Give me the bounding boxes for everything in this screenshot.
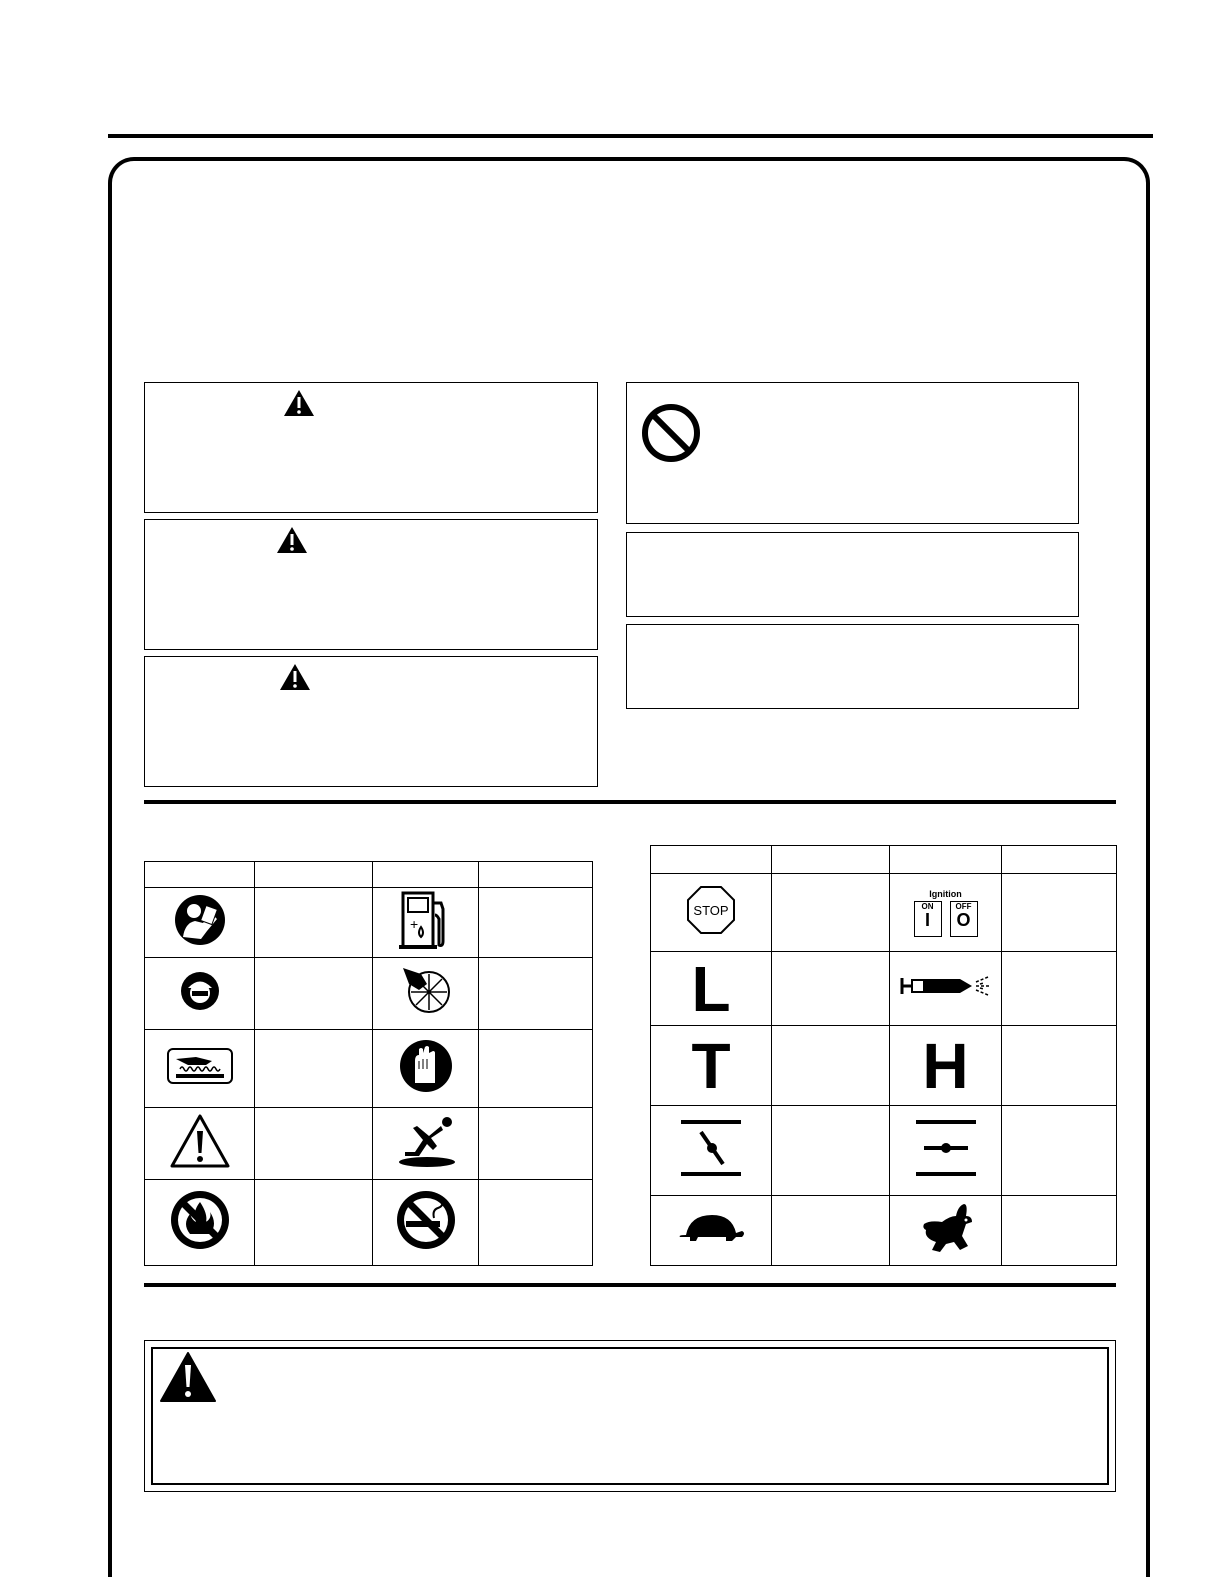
head-protection-icon	[180, 971, 220, 1011]
description-cell	[479, 1180, 593, 1266]
header-cell	[145, 862, 255, 888]
description-cell	[1002, 1196, 1117, 1266]
symbol-cell	[651, 1196, 772, 1266]
symbol-cell	[373, 1180, 479, 1266]
symbol-cell	[145, 1030, 255, 1108]
slip-hazard-icon	[393, 1112, 459, 1170]
warning-box	[151, 1347, 1109, 1485]
symbols-table-right	[650, 845, 1117, 1266]
symbol-cell	[373, 888, 479, 958]
notice-box-3	[626, 624, 1079, 709]
description-cell	[1002, 952, 1117, 1026]
notice-box-2	[626, 532, 1079, 617]
ignition-switch-icon	[914, 889, 978, 937]
description-cell	[1002, 874, 1117, 952]
signal-box-2	[144, 519, 598, 650]
description-cell	[255, 1108, 373, 1180]
choke-open-icon	[914, 1116, 978, 1180]
injection-icon	[900, 974, 992, 998]
symbol-cell	[373, 1030, 479, 1108]
header-cell	[479, 862, 593, 888]
choke-closed-icon	[679, 1116, 743, 1180]
caution-triangle-icon	[169, 1113, 231, 1169]
description-cell	[255, 1180, 373, 1266]
ignition-title: Ignition	[929, 888, 962, 899]
header-cell	[890, 846, 1002, 874]
section-rule-2	[144, 1283, 1116, 1287]
letter-t-icon: T	[691, 1029, 731, 1102]
fuel-pump-icon	[395, 889, 457, 951]
rotating-blade-hand-icon	[397, 962, 455, 1020]
section-rule-1	[144, 800, 1116, 804]
symbol-cell	[890, 1106, 1002, 1196]
warning-triangle-icon	[276, 526, 308, 554]
read-manual-icon	[173, 893, 227, 947]
symbol-cell	[890, 952, 1002, 1026]
symbol-cell	[145, 1108, 255, 1180]
svg-text:+: +	[409, 916, 418, 932]
description-cell	[772, 1196, 890, 1266]
wear-gloves-icon	[399, 1039, 453, 1093]
description-cell	[772, 1026, 890, 1106]
header-cell	[1002, 846, 1117, 874]
symbol-cell	[651, 874, 772, 952]
rabbit-fast-icon	[916, 1202, 976, 1254]
turtle-slow-icon	[676, 1211, 746, 1245]
description-cell	[255, 958, 373, 1030]
warning-triangle-icon	[159, 1351, 217, 1403]
description-cell	[255, 888, 373, 958]
symbol-cell	[890, 1026, 1002, 1106]
description-cell	[479, 1030, 593, 1108]
symbol-cell	[651, 952, 772, 1026]
symbol-cell	[145, 888, 255, 958]
signal-box-3	[144, 656, 598, 787]
ignition-on-glyph: I	[924, 909, 930, 930]
symbol-cell	[373, 958, 479, 1030]
hot-surface-icon	[166, 1047, 234, 1085]
description-cell	[1002, 1106, 1117, 1196]
symbol-cell	[890, 874, 1002, 952]
header-cell	[255, 862, 373, 888]
no-smoking-icon	[394, 1188, 458, 1252]
symbol-cell	[145, 1180, 255, 1266]
ignition-off-label: OFF	[955, 901, 972, 911]
description-cell	[1002, 1026, 1117, 1106]
prohibition-icon	[641, 403, 701, 463]
header-cell	[772, 846, 890, 874]
ignition-on-label: ON	[921, 901, 934, 911]
header-cell	[373, 862, 479, 888]
description-cell	[772, 952, 890, 1026]
warning-triangle-icon	[279, 663, 311, 691]
stop-sign-icon	[686, 885, 736, 935]
symbol-cell	[651, 1106, 772, 1196]
signal-box-1	[144, 382, 598, 513]
top-rule	[108, 134, 1153, 138]
description-cell	[479, 1108, 593, 1180]
ignition-off-glyph: O	[956, 909, 971, 930]
header-cell	[651, 846, 772, 874]
symbol-cell	[651, 1026, 772, 1106]
description-cell	[479, 958, 593, 1030]
symbol-cell	[890, 1196, 1002, 1266]
warning-triangle-icon	[283, 389, 315, 417]
symbol-cell	[373, 1108, 479, 1180]
symbols-table-left	[144, 861, 593, 1266]
notice-box-prohibition	[626, 382, 1079, 524]
no-open-flame-icon	[168, 1188, 232, 1252]
description-cell	[255, 1030, 373, 1108]
description-cell	[479, 888, 593, 958]
description-cell	[772, 874, 890, 952]
stop-sign-text: STOP	[693, 903, 729, 918]
letter-l-icon: L	[691, 952, 731, 1025]
description-cell	[772, 1106, 890, 1196]
letter-h-icon: H	[922, 1029, 969, 1102]
symbol-cell	[145, 958, 255, 1030]
